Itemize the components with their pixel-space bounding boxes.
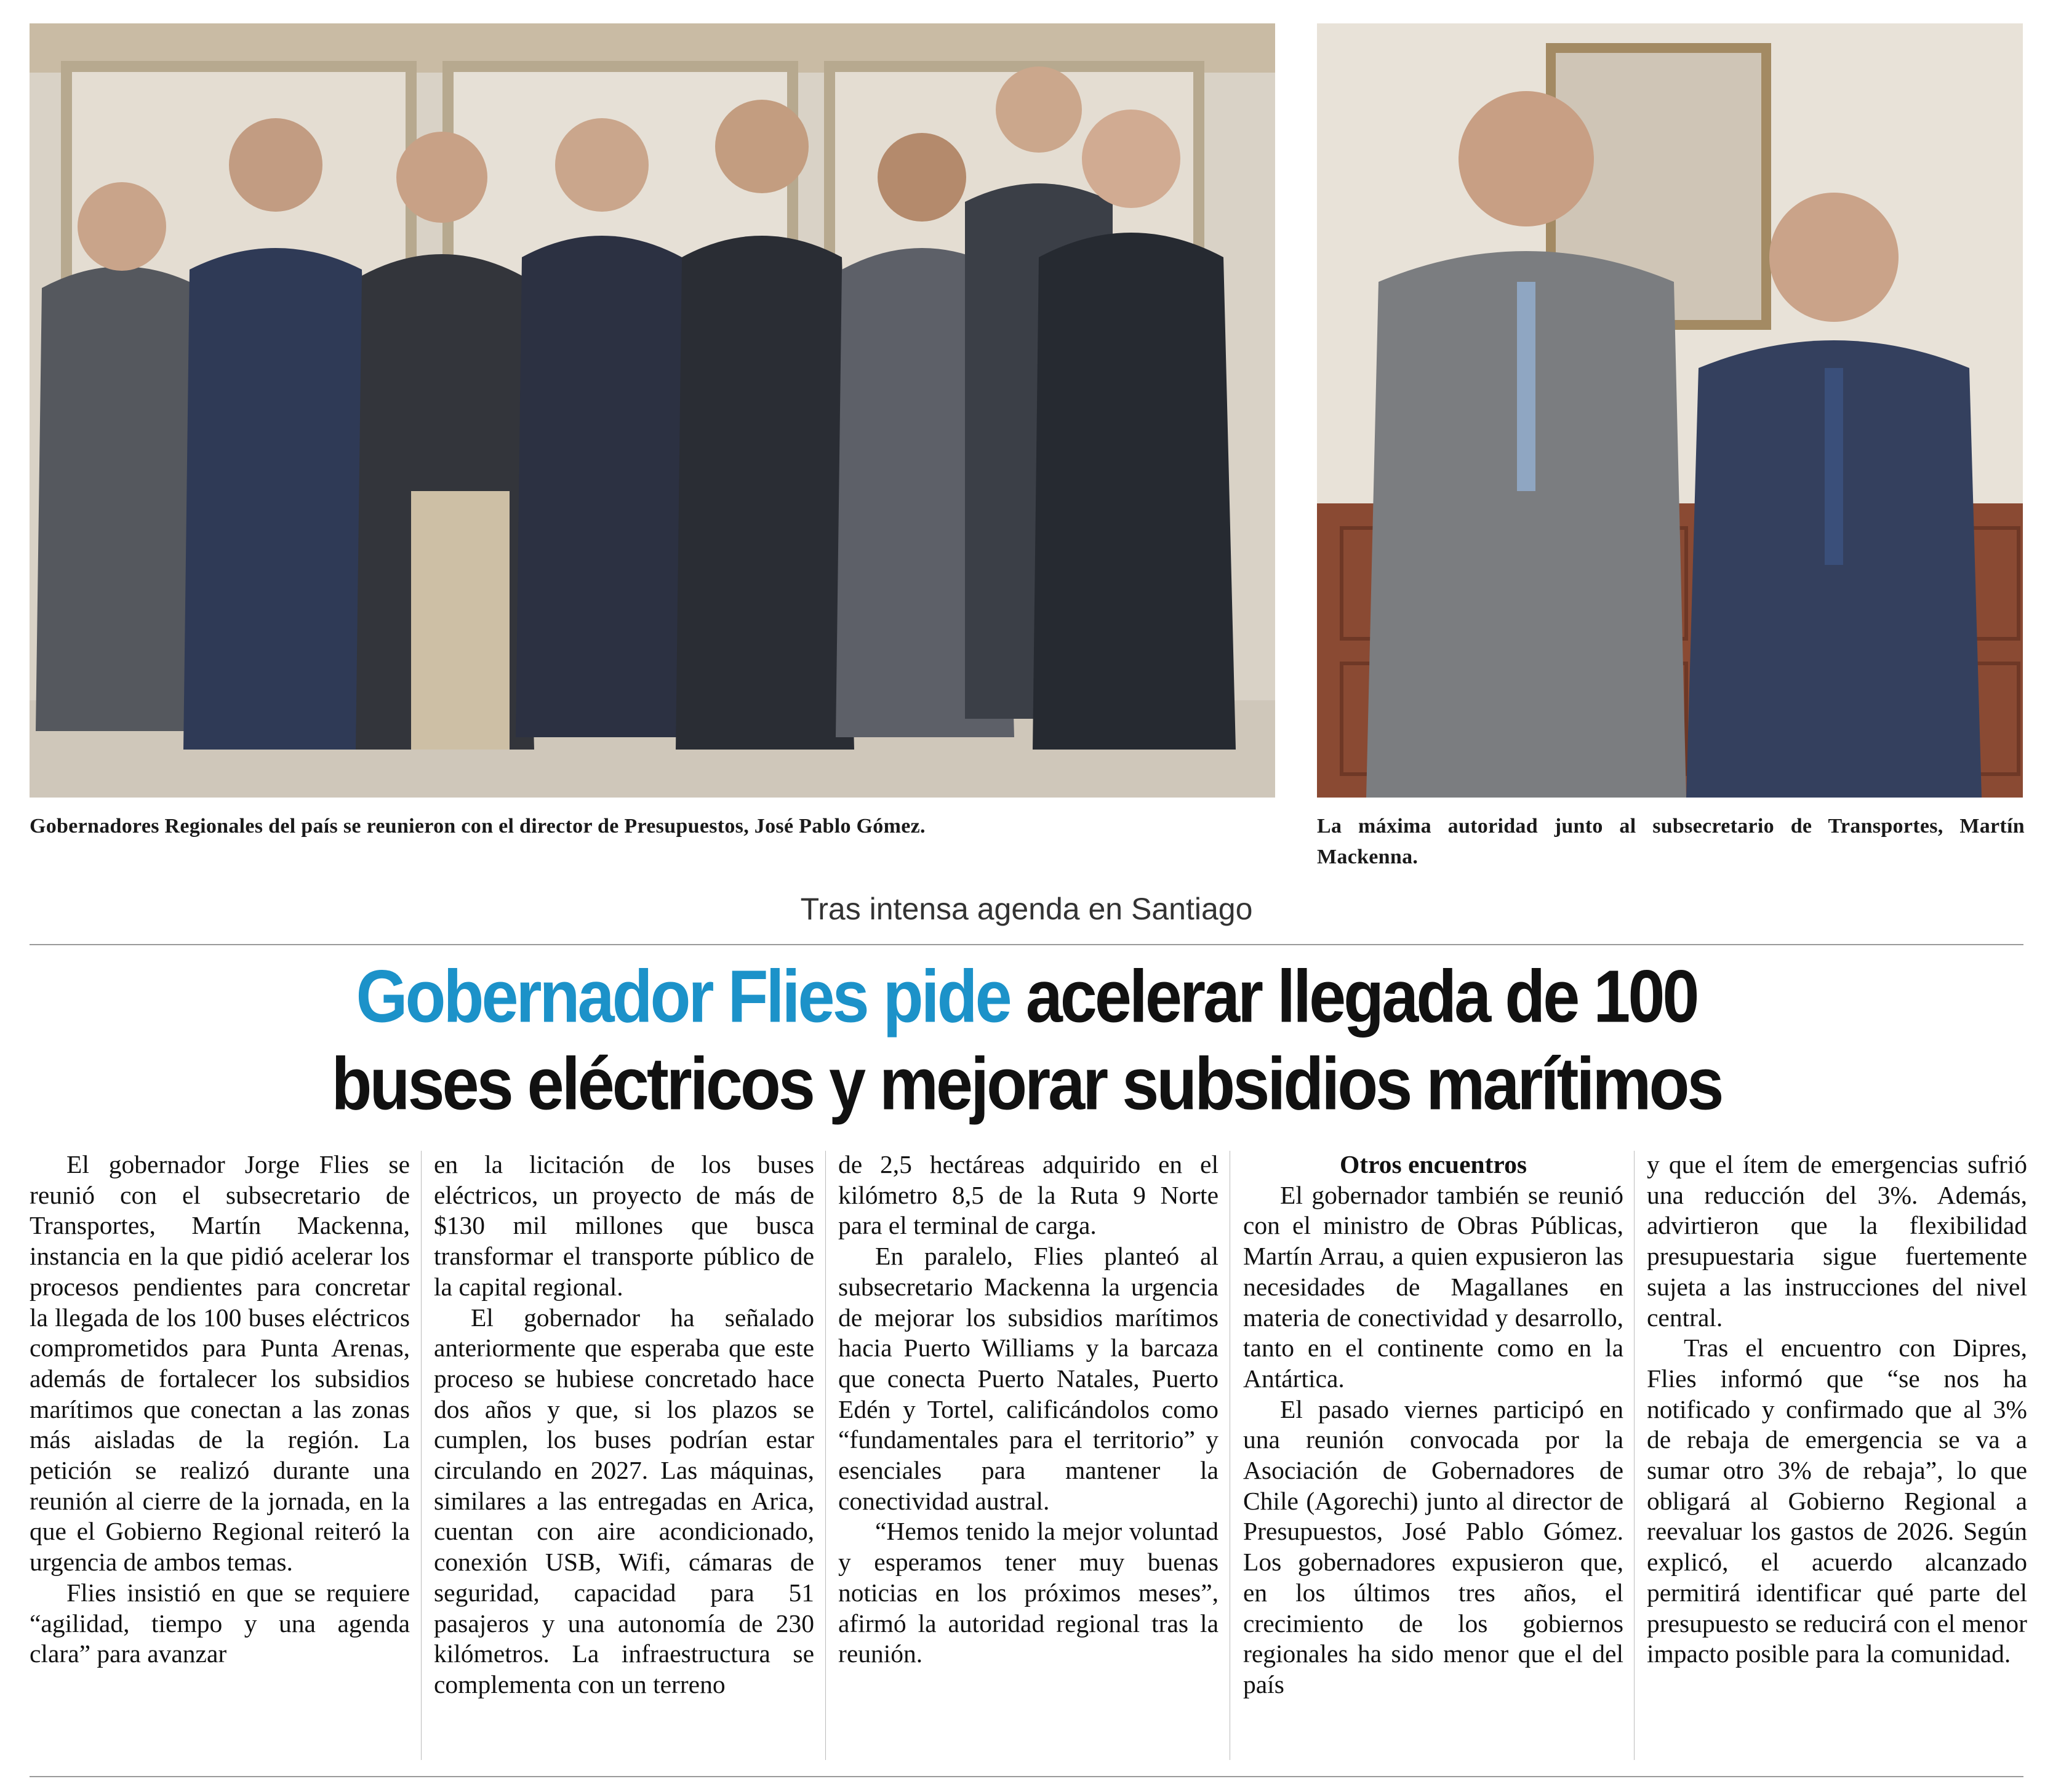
headline-divider <box>30 944 2023 945</box>
meeting-photo-caption: La máxima autoridad junto al subsecretario de Transportes, Martín Mackenna. <box>1317 815 2025 868</box>
article-column-1 <box>30 1150 410 1765</box>
section-subhead: Otros encuentros <box>1340 1150 1527 1178</box>
article-column-2 <box>434 1150 814 1765</box>
article-column-4 <box>1243 1150 1623 1765</box>
headline-line-2: buses eléctricos y mejorar subsidios marítimos <box>331 1041 1722 1126</box>
meeting-photo-illustration <box>1317 23 2023 798</box>
footer-divider <box>30 1776 2023 1777</box>
article-kicker: Tras intensa agenda en Santiago <box>800 892 1253 926</box>
paragraph: “Hemos tenido la mejor voluntad y esperamos tener muy buenas noticias en los próximos meses”, afirmó la autoridad regional tras la reunión. <box>838 1517 1219 1668</box>
headline-highlight: Gobernador Flies pide <box>356 954 1010 1038</box>
article-column-3 <box>838 1150 1219 1765</box>
group-photo-illustration <box>30 23 1275 798</box>
column-divider <box>1634 1151 1635 1760</box>
paragraph: El gobernador también se reunió con el ministro de Obras Públicas, Martín Arrau, a quien expusieron las necesidades de Magallanes en materia de conectividad y desarrollo, tanto en el continente como en la Antártica. <box>1243 1180 1623 1393</box>
column-divider <box>825 1151 826 1760</box>
paragraph: de 2,5 hectáreas adquirido en el kilómetro 8,5 de la Ruta 9 Norte para el terminal de carga. <box>838 1150 1219 1240</box>
paragraph: El pasado viernes participó en una reunión convocada por la Asociación de Gobernadores de Chile (Agorechi) junto al director de Presupuestos, José Pablo Gómez. Los gobernadores expusieron que, en los últimos tres años, el crecimiento de los gobiernos regionales ha sido menor que el del país <box>1243 1394 1623 1698</box>
paragraph: Flies insistió en que se requiere “agilidad, tiempo y una agenda clara” para avanzar <box>30 1578 410 1668</box>
headline-line-1-rest: acelerar llegada de 100 <box>1009 954 1697 1038</box>
column-divider <box>421 1151 422 1760</box>
paragraph: en la licitación de los buses eléctricos, un proyecto de más de $130 mil millones que busca transformar el transporte público de la capital regional. <box>434 1150 814 1301</box>
paragraph: Tras el encuentro con Dipres, Flies informó que “se nos ha notificado y confirmado que al 3% de rebaja de emergencia se va a sumar otro 3% de rebaja”, lo que obligará al Gobierno Regional a reevaluar los gastos de 2026. Según explicó, el acuerdo alcanzado permitirá identificar qué parte del presupuesto se reducirá con el menor impacto posible para la comunidad. <box>1647 1334 2027 1668</box>
meeting-photo <box>1317 23 2023 798</box>
group-photo <box>30 23 1275 798</box>
headline-line-1 <box>0 951 2053 1041</box>
group-photo-caption: Gobernadores Regionales del país se reunieron con el director de Presupuestos, José Pablo Gómez. <box>30 815 926 838</box>
paragraph: El gobernador Jorge Flies se reunió con el subsecretario de Transportes, Martín Mackenna, instancia en la que pidió acelerar los procesos pendientes para concretar la llegada de los 100 buses eléctricos comprometidos para Punta Arenas, además de fortalecer los subsidios marítimos que conectan a las zonas más aisladas de la región. La petición se realizó durante una reunión al cierre de la jornada, en la que el Gobierno Regional reiteró la urgencia de ambos temas. <box>30 1150 410 1577</box>
article-column-5 <box>1647 1150 2027 1765</box>
paragraph: El gobernador ha señalado anteriormente que esperaba que este proceso se hubiese concretado hace dos años y que, si los plazos se cumplen, los buses podrían estar circulando en 2027. Las máquinas, similares a las entregadas en Arica, cuentan con aire acondicionado, conexión USB, Wifi, cámaras de seguridad, capacidad para 51 pasajeros y una autonomía de 230 kilómetros. La infraestructura se complementa con un terreno <box>434 1303 814 1698</box>
paragraph: y que el ítem de emergencias sufrió una reducción del 3%. Además, advirtieron que la flexibilidad presupuestaria sigue fuertemente sujeta a las instrucciones del nivel central. <box>1647 1150 2027 1332</box>
paragraph: En paralelo, Flies planteó al subsecretario Mackenna la urgencia de mejorar los subsidios marítimos hacia Puerto Williams y la barcaza que conecta Puerto Natales, Puerto Edén y Tortel, calificándolos como “fundamentales para el territorio” y esenciales para mantener la conectividad austral. <box>838 1242 1219 1515</box>
